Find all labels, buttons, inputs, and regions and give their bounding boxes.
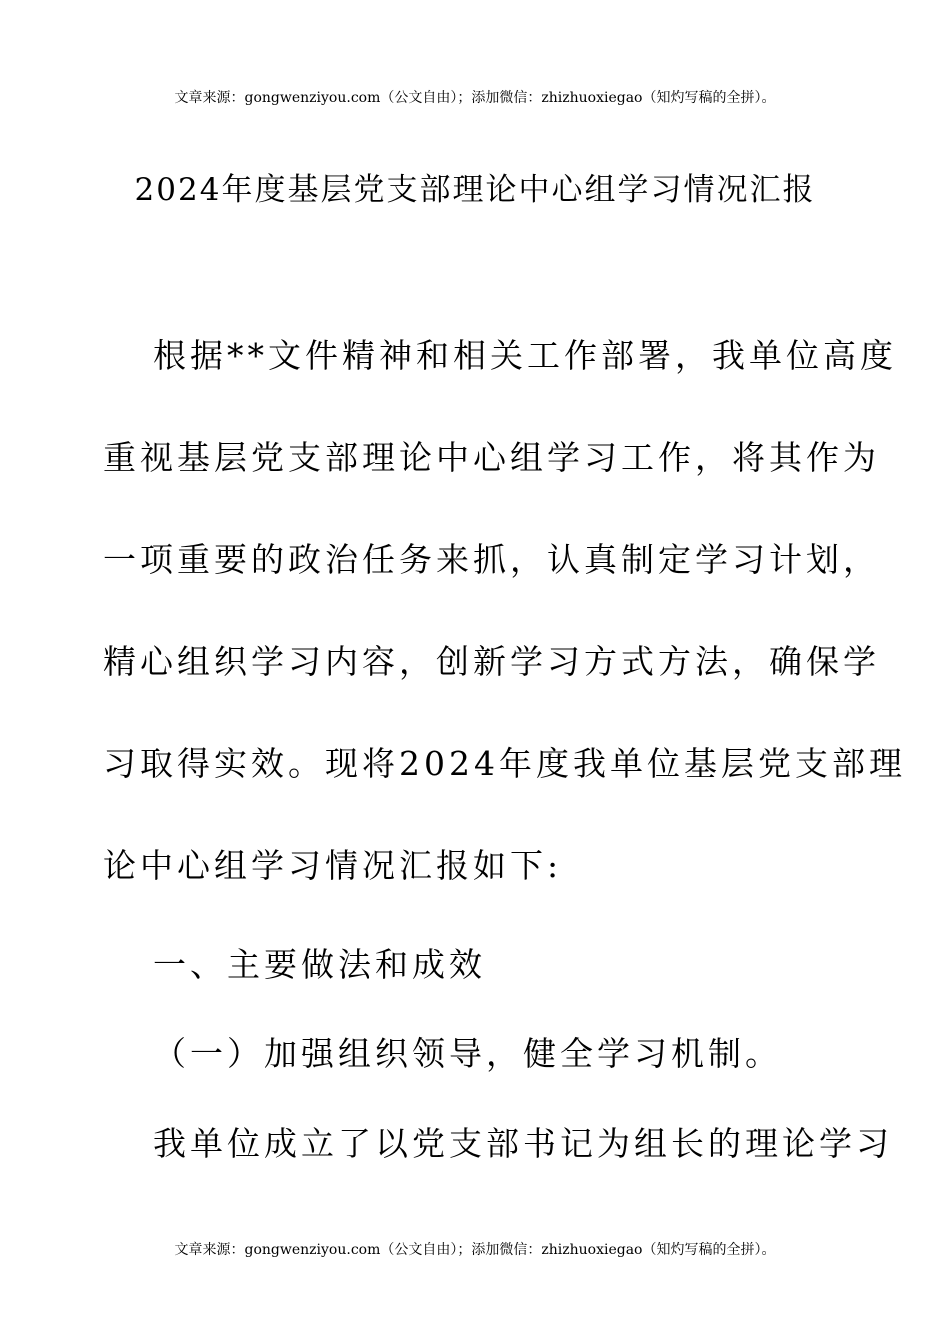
paragraph1-line-3: 一项重要的政治任务来抓，认真制定学习计划， [103,540,880,579]
subsection-heading: （一）加强组织领导，健全学习机制。 [153,1034,782,1073]
paragraph1-line-1: 根据**文件精神和相关工作部署，我单位高度 [153,336,897,375]
section-heading: 一、主要做法和成效 [153,945,486,984]
header-source-note: 文章来源：gongwenziyou.com（公文自由）；添加微信：zhizhuoxiegao（知灼写稿的全拼）。 [174,90,776,106]
paragraph1-line-6: 论中心组学习情况汇报如下: [103,846,563,885]
document-title: 2024年度基层党支部理论中心组学习情况汇报 [134,172,816,208]
paragraph2-line-1: 我单位成立了以党支部书记为组长的理论学习 [153,1124,893,1163]
footer-source-note: 文章来源：gongwenziyou.com（公文自由）；添加微信：zhizhuoxiegao（知灼写稿的全拼）。 [174,1242,776,1258]
paragraph1-line-4: 精心组织学习内容，创新学习方式方法，确保学 [103,642,880,681]
paragraph1-line-5: 习取得实效。现将2024年度我单位基层党支部理 [103,744,906,783]
paragraph1-line-2: 重视基层党支部理论中心组学习工作，将其作为 [103,438,880,477]
